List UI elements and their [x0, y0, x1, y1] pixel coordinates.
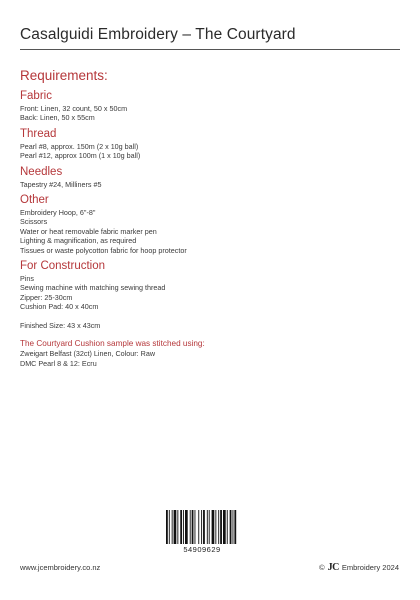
list-item: Pearl #12, approx 100m (1 x 10g ball) — [20, 151, 141, 161]
list-item: DMC Pearl 8 & 12: Ecru — [20, 358, 97, 368]
section-construction — [20, 260, 400, 312]
section-other — [20, 194, 400, 255]
section-needles — [20, 166, 400, 189]
title-divider — [20, 49, 400, 50]
section-heading: For Construction — [20, 260, 106, 273]
section-heading: Thread — [20, 127, 57, 140]
website-link[interactable]: www.jcembroidery.co.nz — [20, 563, 101, 572]
barcode-number: 54909629 — [183, 545, 221, 554]
requirements-heading: Requirements: — [20, 68, 108, 83]
brand-text: Embroidery 2024 — [341, 563, 399, 572]
list-item: Zipper: 25-30cm — [20, 292, 73, 302]
list-item: Pins — [20, 274, 34, 284]
copyright — [319, 562, 399, 573]
list-item: Front: Linen, 32 count, 50 x 50cm — [20, 104, 128, 113]
list-item: Sewing machine with matching sewing thread — [20, 283, 166, 293]
page-title: Casalguidi Embroidery – The Courtyard — [20, 26, 296, 43]
barcode-icon — [166, 510, 238, 544]
list-item: Pearl #8, approx. 150m (2 x 10g ball) — [20, 141, 139, 151]
list-item: Back: Linen, 50 x 55cm — [20, 113, 95, 123]
list-item: Scissors — [20, 217, 48, 227]
section-fabric — [20, 90, 400, 123]
list-item: Water or heat removable fabric marker pen — [20, 226, 157, 236]
barcode — [166, 510, 238, 554]
list-item: Tapestry #24, Milliners #5 — [20, 179, 102, 189]
list-item: Embroidery Hoop, 6"-8" — [20, 208, 96, 218]
sample-heading: The Courtyard Cushion sample was stitched using: — [20, 339, 205, 349]
section-heading: Fabric — [20, 90, 52, 102]
jc-logo: JC — [327, 562, 339, 573]
section-heading: Needles — [20, 165, 63, 178]
list-item: Lighting & magnification, as required — [20, 236, 137, 246]
list-item: Tissues or waste polycotton fabric for hoop protector — [20, 245, 187, 255]
finished-size: Finished Size: 43 x 43cm — [20, 320, 101, 330]
content — [20, 68, 400, 368]
section-heading: Other — [20, 194, 49, 207]
list-item: Zweigart Belfast (32ct) Linen, Colour: Raw — [20, 349, 156, 359]
list-item: Cushion Pad: 40 x 40cm — [20, 302, 99, 312]
copyright-symbol: © — [319, 563, 325, 572]
section-thread — [20, 128, 400, 161]
